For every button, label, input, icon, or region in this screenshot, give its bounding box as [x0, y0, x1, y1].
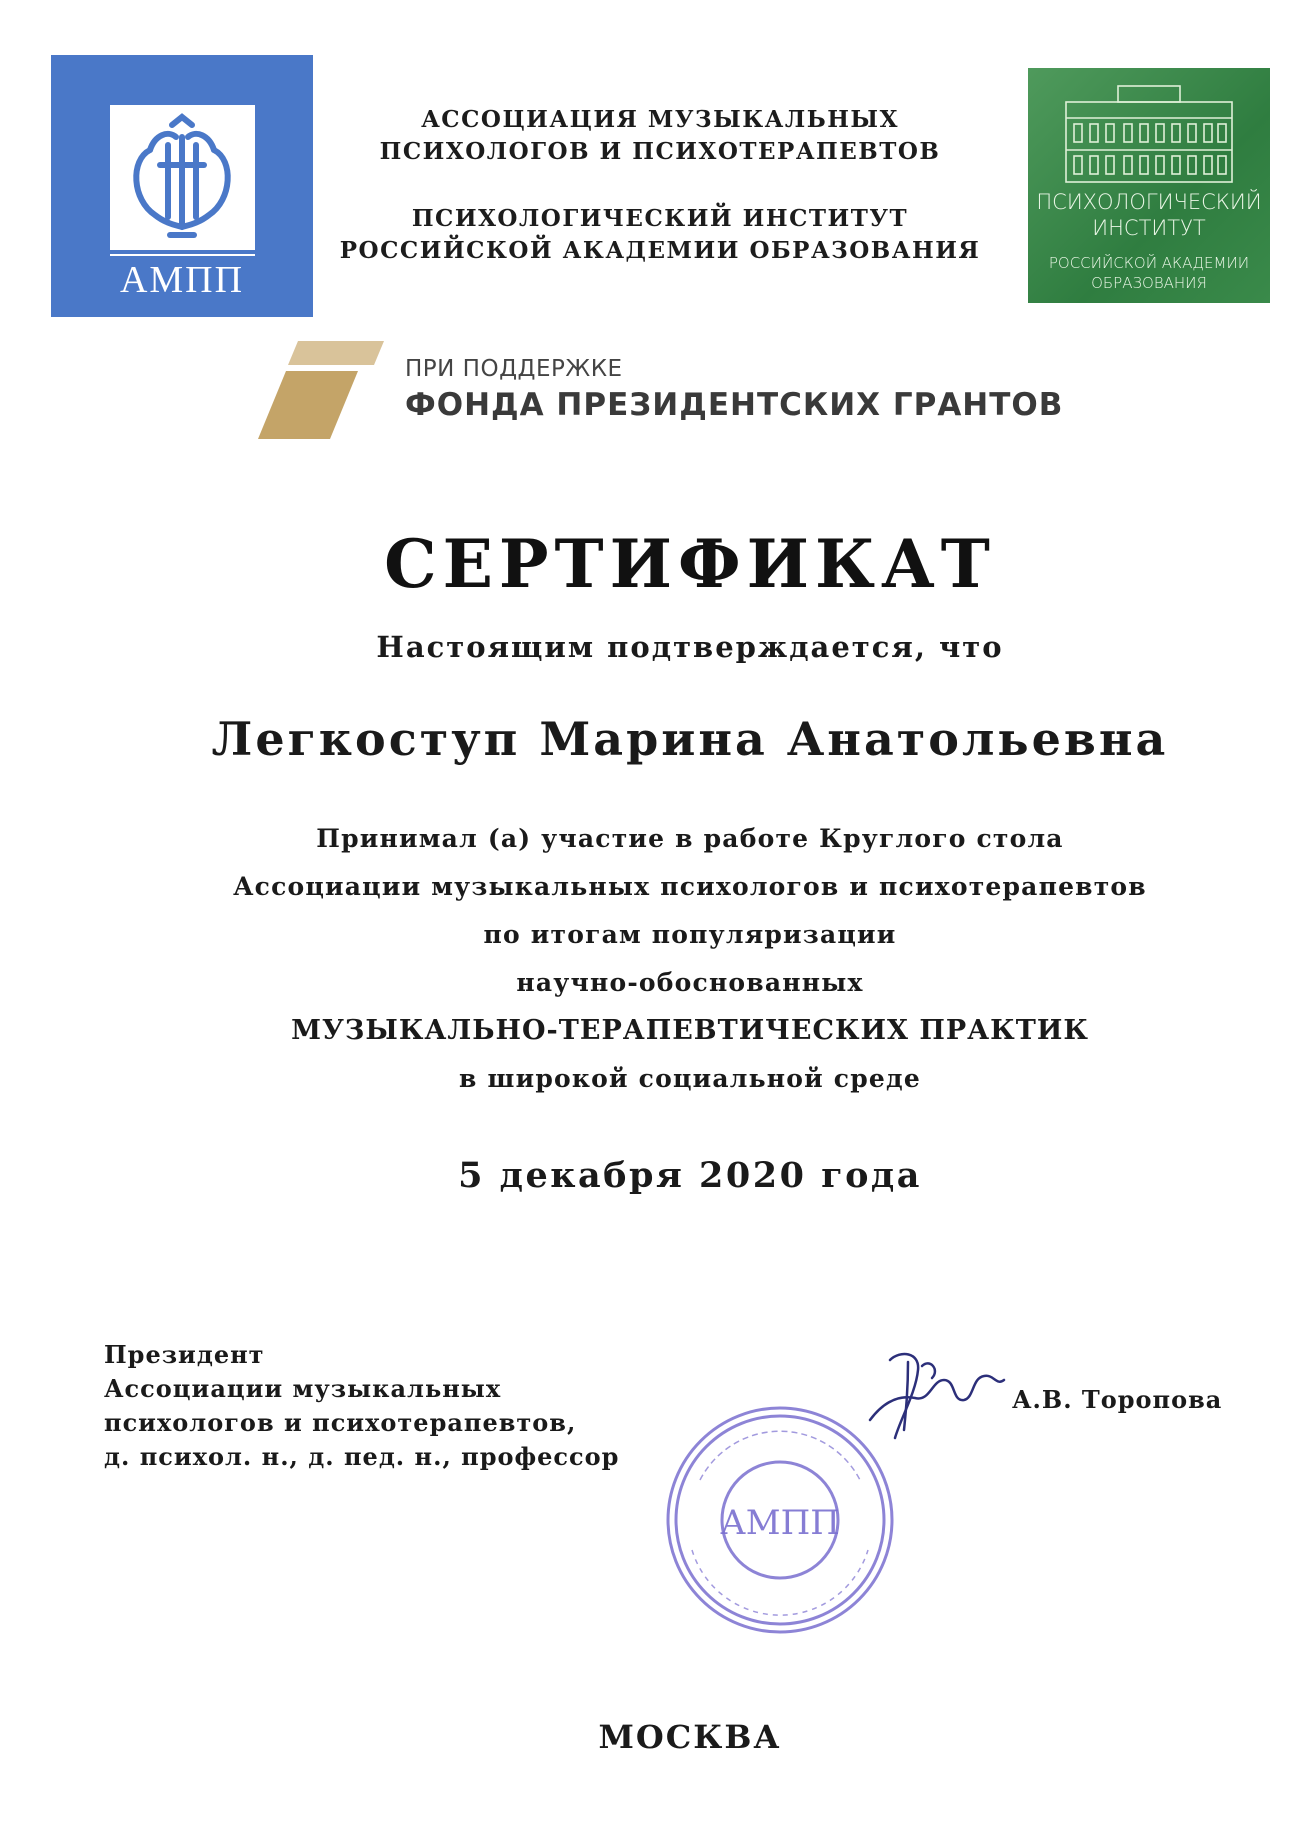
body-line-3: по итогам популяризации: [483, 920, 897, 949]
signatory-position: [104, 1338, 619, 1474]
institute-line-1: ПСИХОЛОГИЧЕСКИЙ: [1036, 190, 1262, 214]
body-line-6: в широкой социальной среде: [459, 1064, 921, 1093]
certificate-subtitle: Настоящим подтверждается, что: [376, 630, 1004, 664]
institute-line-2: ИНСТИТУТ: [1092, 216, 1206, 240]
building-icon: [1062, 80, 1236, 188]
position-line-1: Президент: [104, 1340, 265, 1369]
certificate-body: [0, 815, 1300, 1103]
body-line-5: МУЗЫКАЛЬНО-ТЕРАПЕВТИЧЕСКИХ ПРАКТИК: [291, 1015, 1089, 1046]
institute-line-4: ОБРАЗОВАНИЯ: [1091, 274, 1207, 292]
logo-divider: [110, 254, 255, 256]
body-line-4: научно-обоснованных: [516, 968, 864, 997]
certificate-title: СЕРТИФИКАТ: [384, 525, 996, 603]
city-name: МОСКВА: [598, 1718, 782, 1756]
stamp-center-text: АМПП: [720, 1503, 840, 1543]
body-line-2: Ассоциации музыкальных психологов и психотерапевтов: [233, 872, 1147, 901]
body-line-1: Принимал (а) участие в работе Круглого стола: [316, 824, 1064, 853]
handwritten-signature-icon: [860, 1340, 1010, 1450]
position-line-2: Ассоциации музыкальных: [104, 1374, 502, 1403]
header-line-3: ПСИХОЛОГИЧЕСКИЙ ИНСТИТУТ: [411, 205, 909, 232]
recipient-name: Легкоступ Марина Анатольевна: [211, 712, 1169, 766]
institute-line-3: РОССИЙСКОЙ АКАДЕМИИ: [1048, 254, 1250, 272]
ampp-logo: [51, 55, 313, 317]
header-line-1: АССОЦИАЦИЯ МУЗЫКАЛЬНЫХ: [421, 106, 899, 133]
certificate-date: 5 декабря 2020 года: [458, 1155, 922, 1196]
header-line-4: РОССИЙСКОЙ АКАДЕМИИ ОБРАЗОВАНИЯ: [339, 237, 981, 264]
position-line-3: психологов и психотерапевтов,: [104, 1408, 577, 1437]
position-line-4: д. психол. н., д. пед. н., профессор: [104, 1442, 620, 1471]
presidential-grants-logo-icon: [258, 335, 388, 445]
ampp-logo-text: АМПП: [119, 259, 245, 301]
signer-name: А.В. Торопова: [1012, 1385, 1223, 1414]
grant-fund-name: ФОНДА ПРЕЗИДЕНТСКИХ ГРАНТОВ: [405, 387, 1064, 423]
lyre-icon: [110, 105, 255, 250]
header-line-2: ПСИХОЛОГОВ И ПСИХОТЕРАПЕВТОВ: [379, 138, 941, 165]
grant-support-label: ПРИ ПОДДЕРЖКЕ: [405, 356, 623, 382]
institute-logo: [1028, 68, 1270, 303]
